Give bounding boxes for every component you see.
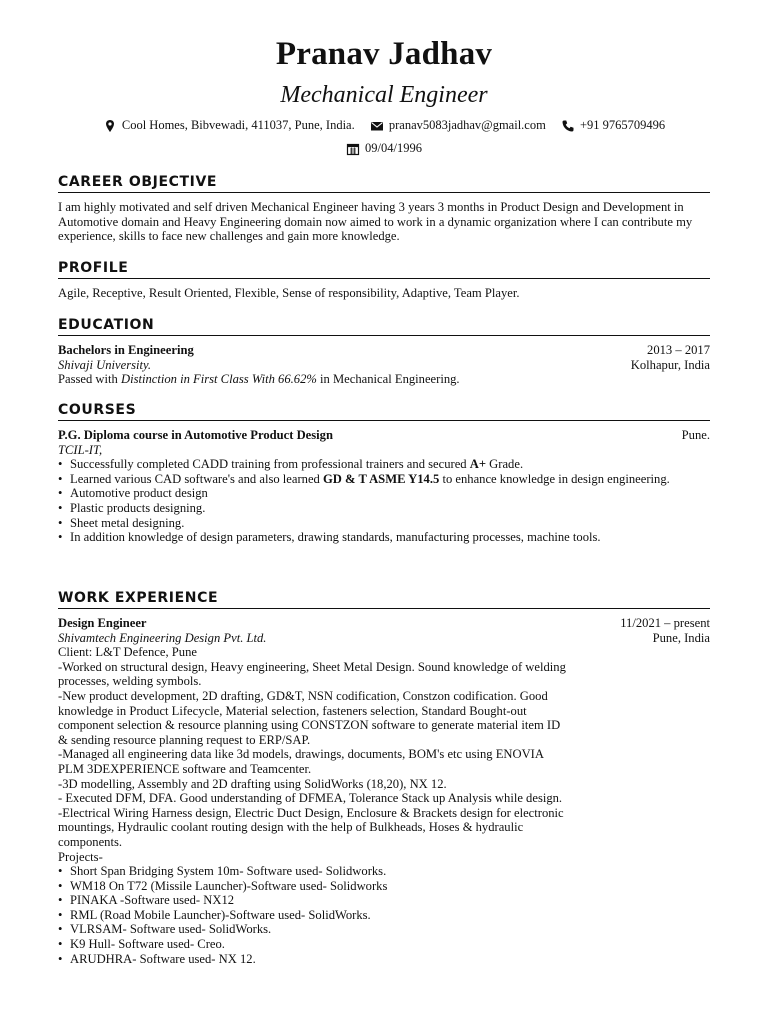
job-line: -3D modelling, Assembly and 2D drafting using SolidWorks (18,20), NX 12. [58,776,447,791]
job-location: Pune, India [652,630,710,645]
education-note-suffix: in Mechanical Engineering. [316,372,460,387]
job-line: -Electrical Wiring Harness design, Electric Duct Design, Enclosure & Brackets design for electronic mountings, Hydraulic coolant routing design with the help of Bulkheads, Hoses & hydraulic components. [58,805,564,849]
section-heading: COURSES [58,402,710,421]
list-item: • Short Span Bridging System 10m- Software used- Solidworks. [70,864,710,879]
education-sub-row [58,358,710,373]
email-item[interactable] [370,118,546,133]
company-name: Shivamtech Engineering Design Pvt. Ltd. [58,630,267,645]
contact-row [0,118,768,137]
list-item [70,457,710,472]
course-item-bold: GD & T ASME Y14.5 [323,471,440,486]
list-item: • Plastic products designing. [70,501,710,516]
job-title-row [58,616,710,631]
career-objective-text: I am highly motivated and self driven Mechanical Engineer having 3 years 3 months in Product Design and Development in Automotive domain and Heavy Engineering domain now aimed to work in a dynamic organization where I can contribute my experience, skills to face new challenges and gain more knowledge. [58,200,693,244]
list-item: • ARUDHRA- Software used- NX 12. [70,952,710,967]
job-line: Projects- [58,849,103,864]
list-item: • PINAKA -Software used- NX12 [70,893,710,908]
list-item: • Sheet metal designing. [70,516,710,531]
education-note-prefix: Passed with [58,372,121,387]
candidate-role: Mechanical Engineer [280,82,488,108]
education-title-row [58,343,710,358]
envelope-icon [370,119,384,133]
phone-text[interactable]: +91 9765709496 [579,118,666,132]
degree-title: Bachelors in Engineering [58,343,194,357]
course-location: Pune. [681,428,710,442]
career-objective-section [58,174,710,244]
job-line: -Worked on structural design, Heavy engineering, Sheet Metal Design. Sound knowledge of welding processes, welding symbols. [58,659,566,689]
course-item-text: Grade. [486,457,524,472]
dob-item [346,141,422,156]
candidate-name: Pranav Jadhav [275,36,493,72]
job-line: -New product development, 2D drafting, GD&T, NSN codification, Constzon codification. Good knowledge in Product Lifecycle, Material selection, fasteners selection, Standard Bought-out component selection & resource planning using CONSTZON software to generate material item ID & sending resource planning request to ERP/SAP. [58,688,561,747]
education-section [58,317,710,387]
job-line: Client: L&T Defence, Pune [58,645,197,660]
course-title-row [58,428,710,443]
education-note-grade: Distinction in First Class With 66.62% [120,372,317,387]
job-company-row [58,631,710,646]
education-years: 2013 – 2017 [647,343,710,357]
list-item: • RML (Road Mobile Launcher)-Software used- SolidWorks. [70,908,710,923]
education-location: Kolhapur, India [630,357,710,372]
phone-icon [561,119,575,133]
list-item: • In addition knowledge of design parameters, drawing standards, manufacturing processes, machine tools. [70,530,710,545]
job-title: Design Engineer [58,616,147,630]
address-item [103,118,355,133]
list-item: • WM18 On T72 (Missile Launcher)-Software used- Solidworks [70,879,710,894]
list-item [70,472,710,487]
list-item: • VLRSAM- Software used- SolidWorks. [70,922,710,937]
course-item-text: to enhance knowledge in design engineering. [439,471,670,486]
calendar-icon [346,142,360,156]
location-pin-icon [103,119,117,133]
work-experience-section [58,590,710,966]
job-line: - Executed DFM, DFA. Good understanding of DFMEA, Tolerance Stack up Analysis while design. [58,791,563,806]
university-name: Shivaji University. [58,357,152,372]
course-list [58,457,710,545]
address-text: Cool Homes, Bibvewadi, 411037, Pune, India. [121,118,355,132]
dob-row [0,141,768,160]
course-institute: TCIL-IT, [58,442,103,457]
section-heading: WORK EXPERIENCE [58,590,710,609]
course-title: P.G. Diploma course in Automotive Product Design [58,428,333,442]
section-heading: CAREER OBJECTIVE [58,174,710,193]
profile-section [58,260,710,301]
section-heading: EDUCATION [58,317,710,336]
courses-section [58,402,710,545]
education-note [58,372,710,387]
project-list [58,864,710,966]
section-heading: PROFILE [58,260,710,279]
course-item-text: Successfully completed CADD training from professional trainers and secured [70,457,470,472]
education-entry [58,343,710,387]
list-item: • Automotive product design [70,486,710,501]
job-dates: 11/2021 – present [620,616,710,630]
phone-item[interactable] [561,118,665,133]
job-description [58,645,568,864]
work-entry [58,616,710,966]
course-item-text: Learned various CAD software's and also learned [70,471,324,486]
course-item-bold: A+ [469,457,487,472]
list-item: • K9 Hull- Software used- Creo. [70,937,710,952]
course-entry [58,428,710,545]
job-line: -Managed all engineering data like 3d models, drawings, documents, BOM's etc using ENOVIA PLM 3DEXPERIENCE software and Teamcenter. [58,747,544,776]
email-link[interactable]: pranav5083jadhav@gmail.com [388,118,546,132]
dob-text: 09/04/1996 [365,141,422,155]
profile-text: Agile, Receptive, Result Oriented, Flexible, Sense of responsibility, Adaptive, Team Player. [58,286,520,300]
